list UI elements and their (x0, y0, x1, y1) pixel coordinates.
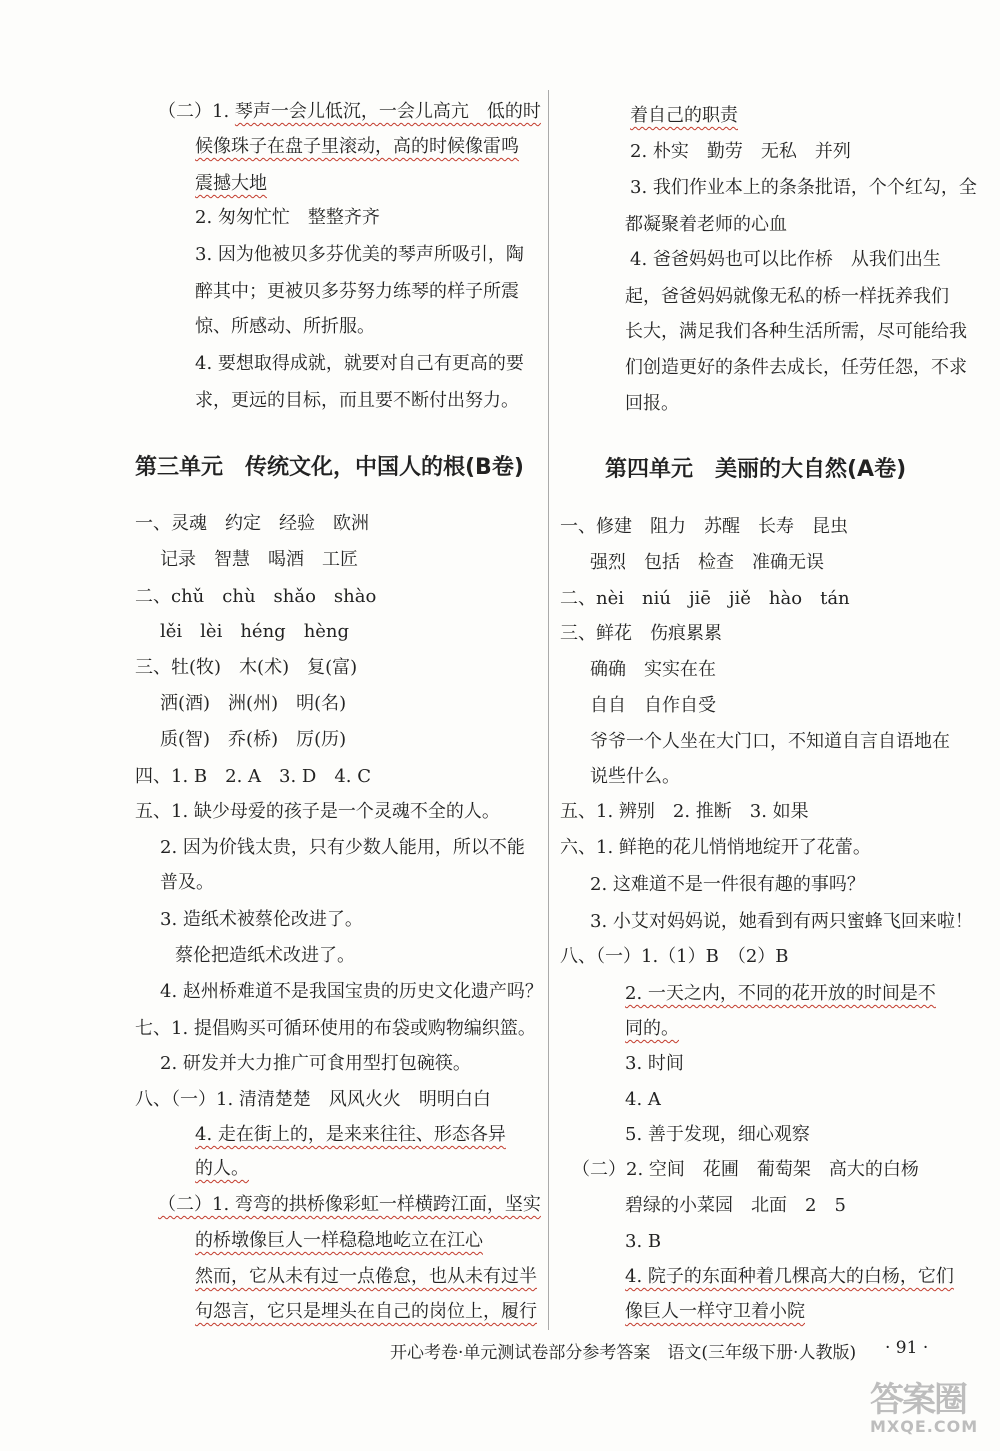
answer-line: 像巨人一样守卫着小院 (625, 1301, 805, 1322)
answer-line: 震撼大地 (195, 173, 267, 194)
answer-line: 4. 院子的东面种着几棵高大的白杨，它们 (625, 1266, 954, 1287)
answer-line: 爷爷一个人坐在大门口，不知道自言自语地在 (590, 731, 950, 752)
answer-line: 三、鲜花 伤痕累累 (560, 623, 722, 644)
answer-line: 都凝聚着老师的心血 (625, 214, 787, 235)
answer-line: 2. 朴实 勤劳 无私 并列 (630, 141, 851, 162)
answer-line: （二）1. 弯弯的拱桥像彩虹一样横跨江面，坚实 (158, 1194, 541, 1215)
answer-line: 3. 时间 (625, 1053, 684, 1074)
answer-line: 句怨言，它只是埋头在自己的岗位上，履行 (195, 1301, 537, 1322)
answer-line: 们创造更好的条件去成长，任劳任怨，不求 (625, 357, 967, 378)
answer-line: 四、1. B 2. A 3. D 4. C (135, 766, 372, 787)
answer-line: 4. 赵州桥难道不是我国宝贵的历史文化遗产吗？ (160, 981, 543, 1002)
answer-line: lěi lèi héng hèng (160, 621, 350, 642)
answer-line: 洒(酒) 洲(州) 明(名) (160, 693, 347, 714)
answer-line: 着自己的职责 (630, 105, 738, 126)
answer-line: 记录 智慧 喝酒 工匠 (160, 549, 358, 570)
footer-title: 开心考卷·单元测试卷部分参考答案 语文(三年级下册·人教版) (390, 1343, 857, 1363)
page-number: · 91 · (885, 1338, 929, 1358)
answer-line: 候像珠子在盘子里滚动，高的时候像雷鸣 (195, 136, 519, 157)
answer-line: 醉其中；更被贝多芬努力练琴的样子所震 (195, 281, 519, 302)
watermark-url: MXQE.COM (870, 1417, 979, 1436)
answer-line: 2. 研发并大力推广可食用型打包碗筷。 (160, 1053, 471, 1074)
answer-line: 回报。 (625, 393, 679, 414)
answer-line: 的桥墩像巨人一样稳稳地屹立在江心 (195, 1230, 483, 1251)
answer-line: 4. 走在街上的，是来来往往、形态各异 (195, 1124, 506, 1145)
answer-line: 二、chǔ chù shǎo shào (135, 586, 377, 607)
answer-line: 七、1. 提倡购买可循环使用的布袋或购物编织篮。 (135, 1018, 536, 1039)
answer-line: 3. B (625, 1231, 662, 1252)
answer-line: 一、灵魂 约定 经验 欧洲 (135, 513, 369, 534)
answer-line: 求，更远的目标，而且要不断付出努力。 (195, 390, 519, 411)
answer-line: 2. 因为价钱太贵，只有少数人能用，所以不能 (160, 837, 525, 858)
answer-line: 一、修建 阻力 苏醒 长寿 昆虫 (560, 516, 848, 537)
answer-line: 蔡伦把造纸术改进了。 (175, 945, 355, 966)
answer-line: 2. 匆匆忙忙 整整齐齐 (195, 207, 380, 228)
section-heading: 第四单元 美丽的大自然(A卷) (605, 457, 907, 482)
answer-line: 说些什么。 (590, 766, 680, 787)
answer-line: 确确 实实在在 (590, 659, 716, 680)
watermark-logo (870, 1372, 988, 1434)
answer-line: 然而，它从未有过一点倦怠，也从未有过半 (195, 1266, 537, 1287)
section-heading: 第三单元 传统文化，中国人的根(B卷) (135, 455, 524, 480)
answer-line: 4. 要想取得成就，就要对自己有更高的要 (195, 353, 524, 374)
watermark-logo-text: 答案圈 (870, 1380, 966, 1420)
answer-line: 3. 造纸术被蔡伦改进了。 (160, 909, 363, 930)
answer-line: 自自 自作自受 (590, 695, 716, 716)
answer-line: 普及。 (160, 872, 214, 893)
answer-line: 同的。 (625, 1018, 679, 1039)
answer-line: 5. 善于发现，细心观察 (625, 1124, 810, 1145)
answer-line: （二）2. 空间 花圃 葡萄架 高大的白杨 (572, 1159, 919, 1180)
answer-line: 2. 这难道不是一件很有趣的事吗？ (590, 874, 865, 895)
answer-line: 4. 爸爸妈妈也可以比作桥 从我们出生 (630, 249, 941, 270)
answer-line: 碧绿的小菜园 北面 2 5 (625, 1195, 846, 1216)
answer-line: 八、（一）1. 清清楚楚 风风火火 明明白白 (135, 1089, 491, 1110)
answer-line: 三、牡(牧) 木(术) 复(富) (135, 657, 358, 678)
answer-line: 2. 一天之内，不同的花开放的时间是不 (625, 983, 936, 1004)
answer-line: 3. 小艾对妈妈说，她看到有两只蜜蜂飞回来啦！ (590, 911, 973, 932)
answer-line: 五、1. 缺少母爱的孩子是一个灵魂不全的人。 (135, 801, 500, 822)
answer-line: 3. 我们作业本上的条条批语，个个红勾，全 (630, 177, 977, 198)
answer-line: 二、nèi niú jiē jiě hào tán (560, 588, 850, 609)
answer-line: 惊、所感动、所折服。 (195, 316, 375, 337)
answer-line: 长大，满足我们各种生活所需，尽可能给我 (625, 321, 967, 342)
answer-line: （二）1. 琴声一会儿低沉，一会儿高亢 低的时 (158, 101, 541, 122)
answer-line: 质(智) 乔(桥) 厉(历) (160, 729, 347, 750)
answer-line: 的人。 (195, 1158, 249, 1179)
answer-line: 起，爸爸妈妈就像无私的桥一样抚养我们 (625, 286, 949, 307)
column-divider (548, 90, 549, 1330)
answer-line: 八、（一）1.（1）B （2）B (560, 946, 789, 967)
answer-line: 强烈 包括 检查 准确无误 (590, 552, 824, 573)
answer-line: 五、1. 辨别 2. 推断 3. 如果 (560, 801, 809, 822)
answer-line: 4. A (625, 1089, 661, 1110)
answer-line: 3. 因为他被贝多芬优美的琴声所吸引，陶 (195, 244, 524, 265)
answer-line: 六、1. 鲜艳的花儿悄悄地绽开了花蕾。 (560, 837, 871, 858)
